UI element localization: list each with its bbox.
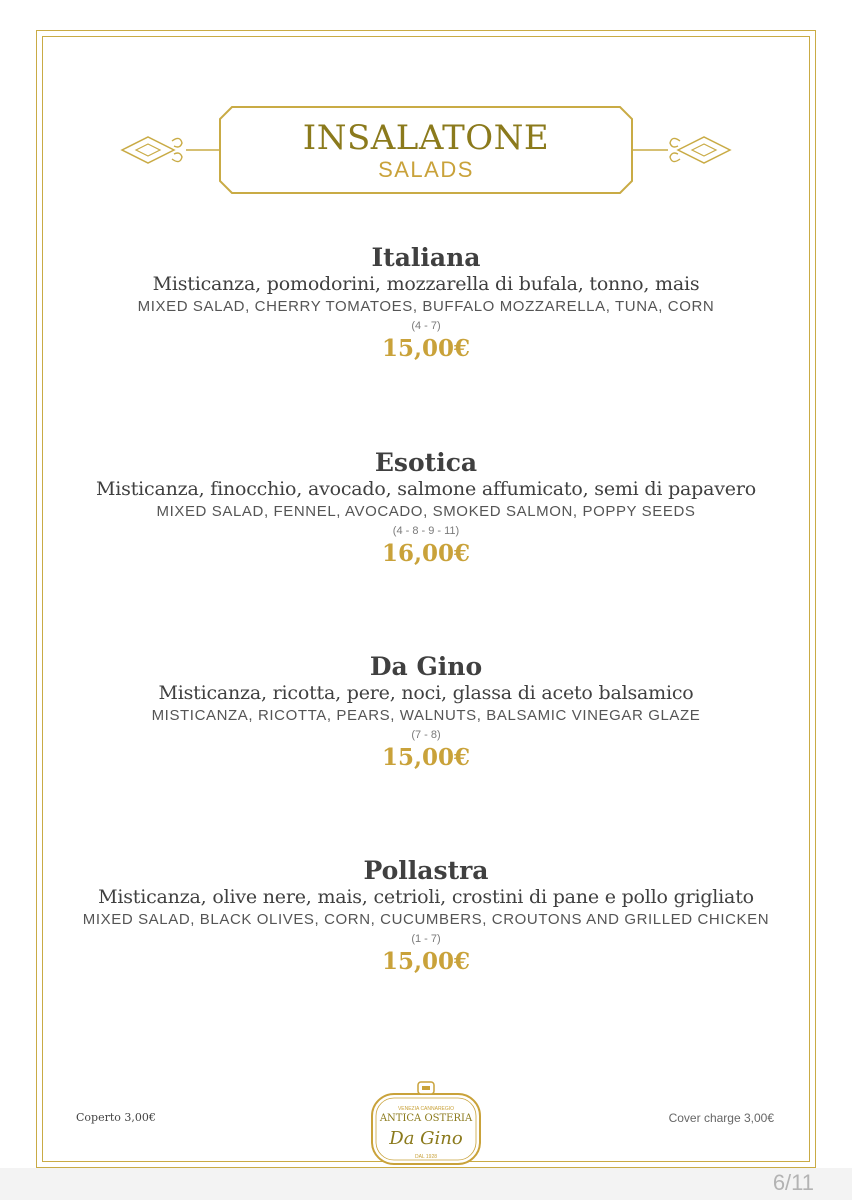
section-title-box — [220, 107, 632, 193]
item-name: Da Gino — [369, 652, 483, 681]
logo-bottom-text: DAL 1928 — [414, 1154, 438, 1160]
crest-icon — [418, 1082, 434, 1094]
page-indicator: 6/11 — [772, 1170, 814, 1195]
item-allergens: (7 - 8) — [411, 729, 441, 741]
right-diamond-ornament-icon — [670, 137, 730, 163]
item-price: 15,00€ — [381, 948, 471, 975]
left-diamond-ornament-icon — [122, 137, 182, 163]
menu-item-italiana — [44, 244, 808, 363]
item-allergens: (4 - 8 - 9 - 11) — [392, 525, 460, 537]
item-allergens: (1 - 7) — [411, 933, 441, 945]
item-description-en: MIXED SALAD, CHERRY TOMATOES, BUFFALO MOZZARELLA, TUNA, CORN — [137, 298, 715, 315]
logo-main-text: ANTICA OSTERIA — [379, 1113, 473, 1124]
menu-item-da-gino — [44, 653, 808, 772]
logo-top-text: VENEZIA CANNAREGIO — [397, 1106, 455, 1112]
logo-script-text: Da Gino — [389, 1128, 463, 1149]
menu-item-esotica — [44, 449, 808, 568]
item-description-it: Misticanza, olive nere, mais, cetrioli, crostini di pane e pollo grigliato — [98, 886, 754, 908]
item-description-it: Misticanza, ricotta, pere, noci, glassa di aceto balsamico — [158, 682, 694, 704]
restaurant-logo — [368, 1080, 484, 1170]
item-name: Italiana — [371, 243, 481, 272]
item-description-it: Misticanza, finocchio, avocado, salmone affumicato, semi di papavero — [96, 478, 756, 500]
item-name: Esotica — [374, 448, 478, 477]
item-name: Pollastra — [363, 856, 489, 885]
section-subtitle: SALADS — [378, 157, 474, 182]
item-description-en: MIXED SALAD, BLACK OLIVES, CORN, CUCUMBERS, CROUTONS AND GRILLED CHICKEN — [82, 911, 770, 928]
section-title: INSALATONE — [302, 118, 550, 158]
item-price: 15,00€ — [381, 744, 471, 771]
item-description-it: Misticanza, pomodorini, mozzarella di bufala, tonno, mais — [152, 273, 700, 295]
item-allergens: (4 - 7) — [411, 320, 441, 332]
cover-charge-en: Cover charge 3,00€ — [668, 1111, 774, 1125]
item-description-en: MISTICANZA, RICOTTA, PEARS, WALNUTS, BALSAMIC VINEGAR GLAZE — [151, 707, 701, 724]
item-description-en: MIXED SALAD, FENNEL, AVOCADO, SMOKED SALMON, POPPY SEEDS — [156, 503, 696, 520]
cover-charge-it: Coperto 3,00€ — [76, 1111, 156, 1124]
menu-item-pollastra — [44, 857, 808, 976]
item-price: 15,00€ — [381, 335, 471, 362]
item-price: 16,00€ — [381, 540, 471, 567]
